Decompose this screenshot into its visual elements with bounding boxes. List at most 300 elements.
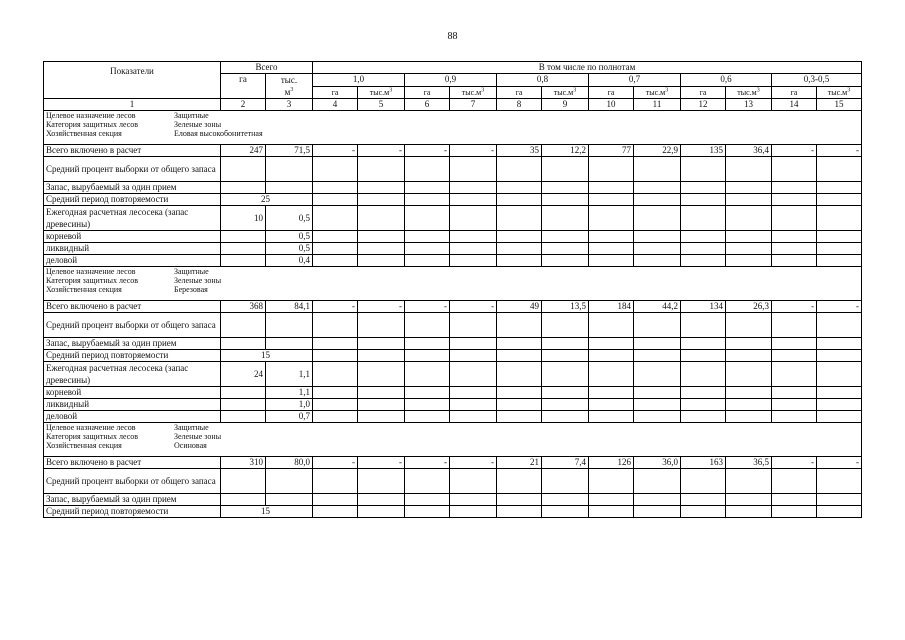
row-value [450, 362, 497, 387]
row-value [681, 338, 726, 350]
row-value: 12,2 [542, 145, 589, 157]
section-header [44, 267, 862, 301]
section-meta-label: Категория защитных лесов [46, 120, 139, 129]
row-value: - [450, 145, 497, 157]
row-value [405, 157, 450, 182]
row-value [589, 362, 634, 387]
row-value: 0,4 [266, 255, 313, 267]
row-value: 135 [681, 145, 726, 157]
row-value [817, 231, 862, 243]
row-value [358, 157, 405, 182]
row-value [634, 231, 681, 243]
row-value [681, 411, 726, 423]
empty-cell [772, 194, 817, 206]
row-value [681, 157, 726, 182]
row-value [726, 411, 772, 423]
row-value [634, 362, 681, 387]
row-value [634, 182, 681, 194]
column-number: 2 [221, 99, 266, 111]
table-row [44, 301, 862, 313]
row-value [221, 231, 266, 243]
row-value [589, 255, 634, 267]
column-number: 7 [450, 99, 497, 111]
row-value: - [358, 457, 405, 469]
row-value: 21 [497, 457, 542, 469]
section-meta-line [46, 423, 859, 432]
header-unit-ha: га [313, 86, 358, 99]
column-number: 12 [681, 99, 726, 111]
row-value: 126 [589, 457, 634, 469]
row-value [681, 469, 726, 494]
row-value [589, 243, 634, 255]
column-number: 15 [817, 99, 862, 111]
row-label: Ежегодная расчетная лесосека (запас древесины) [44, 362, 221, 387]
row-value: 184 [589, 301, 634, 313]
row-value: 1,0 [266, 399, 313, 411]
row-value [589, 338, 634, 350]
row-value [313, 411, 358, 423]
row-value [405, 494, 450, 506]
row-value [634, 411, 681, 423]
header-unit-ha: га [497, 86, 542, 99]
row-value [450, 494, 497, 506]
row-value [313, 469, 358, 494]
row-value: 15 [221, 506, 313, 518]
row-value: 10 [221, 206, 266, 231]
empty-cell [772, 506, 817, 518]
column-number: 9 [542, 99, 589, 111]
empty-cell [726, 506, 772, 518]
empty-cell [681, 194, 726, 206]
row-value [634, 255, 681, 267]
row-value [358, 255, 405, 267]
header-unit-m3: $тыс.м^3$ [542, 86, 589, 99]
row-value [358, 243, 405, 255]
row-value [817, 469, 862, 494]
section-meta-line [46, 432, 859, 441]
header-density: 1,0 [313, 74, 405, 87]
row-value: - [450, 301, 497, 313]
row-value [266, 338, 313, 350]
row-value [681, 313, 726, 338]
row-value [726, 338, 772, 350]
row-value [726, 206, 772, 231]
row-value [450, 387, 497, 399]
row-value [221, 399, 266, 411]
header-density: 0,9 [405, 74, 497, 87]
row-value [266, 494, 313, 506]
header-unit-ha: га [681, 86, 726, 99]
row-value [405, 399, 450, 411]
row-value [405, 411, 450, 423]
empty-cell [358, 506, 405, 518]
row-value [772, 399, 817, 411]
row-label: Средний период повторяемости [44, 350, 221, 362]
section-meta-line [46, 129, 859, 138]
row-value: 0,5 [266, 243, 313, 255]
row-value [681, 387, 726, 399]
row-value [497, 182, 542, 194]
row-value [772, 387, 817, 399]
row-value [358, 182, 405, 194]
row-value [313, 243, 358, 255]
empty-cell [681, 350, 726, 362]
row-value [221, 243, 266, 255]
row-value [450, 206, 497, 231]
table-row [44, 243, 862, 255]
row-value [817, 255, 862, 267]
header-unit-ha: га [589, 86, 634, 99]
row-value [450, 231, 497, 243]
row-label: Средний период повторяемости [44, 194, 221, 206]
row-value: - [358, 145, 405, 157]
row-label: Средний процент выборки от общего запаса [44, 469, 221, 494]
row-value [542, 243, 589, 255]
row-value [772, 411, 817, 423]
row-value: 80,0 [266, 457, 313, 469]
row-value [817, 399, 862, 411]
row-value: 24 [221, 362, 266, 387]
empty-cell [313, 194, 358, 206]
row-value: - [450, 457, 497, 469]
row-value: - [772, 301, 817, 313]
header-unit-m3: $тыс.м^3$ [726, 86, 772, 99]
empty-cell [405, 194, 450, 206]
header-unit-m3: $тыс.м^3$ [450, 86, 497, 99]
row-value [589, 399, 634, 411]
row-value: - [405, 145, 450, 157]
row-value [589, 157, 634, 182]
row-value [313, 255, 358, 267]
row-value [772, 469, 817, 494]
row-value [497, 157, 542, 182]
row-value [450, 157, 497, 182]
row-value [450, 469, 497, 494]
row-value [405, 243, 450, 255]
header-density: 0,8 [497, 74, 589, 87]
row-value: 0,5 [266, 206, 313, 231]
row-value [681, 206, 726, 231]
row-value [681, 399, 726, 411]
row-value [772, 362, 817, 387]
row-value [221, 182, 266, 194]
row-value [358, 387, 405, 399]
row-value [772, 182, 817, 194]
row-value: 13,5 [542, 301, 589, 313]
row-value: 71,5 [266, 145, 313, 157]
row-label: Всего включено в расчет [44, 457, 221, 469]
section-meta-label: Целевое назначение лесов [46, 423, 136, 432]
row-value [313, 182, 358, 194]
row-label: ликвидный [44, 243, 221, 255]
row-value: 0,5 [266, 231, 313, 243]
row-value: - [772, 457, 817, 469]
row-value [497, 313, 542, 338]
row-value [634, 243, 681, 255]
empty-cell [634, 194, 681, 206]
empty-cell [817, 194, 862, 206]
table-row [44, 399, 862, 411]
row-value: 49 [497, 301, 542, 313]
row-value [266, 469, 313, 494]
section-meta-label: Категория защитных лесов [46, 432, 139, 441]
row-value: - [358, 301, 405, 313]
row-value [817, 206, 862, 231]
row-value [634, 206, 681, 231]
row-value [313, 362, 358, 387]
empty-cell [542, 350, 589, 362]
row-value [497, 206, 542, 231]
row-value: - [817, 301, 862, 313]
row-value [542, 313, 589, 338]
row-value [726, 399, 772, 411]
row-value: 84,1 [266, 301, 313, 313]
row-value [405, 338, 450, 350]
row-value [266, 182, 313, 194]
row-value [681, 243, 726, 255]
row-value [542, 206, 589, 231]
row-value [405, 387, 450, 399]
row-value [358, 411, 405, 423]
row-value [358, 399, 405, 411]
row-label: Всего включено в расчет [44, 145, 221, 157]
row-value: 35 [497, 145, 542, 157]
section-meta-line [46, 285, 859, 294]
row-label: ликвидный [44, 399, 221, 411]
empty-cell [405, 350, 450, 362]
row-value: 36,5 [726, 457, 772, 469]
row-value [817, 411, 862, 423]
column-number: 1 [44, 99, 221, 111]
table-row [44, 194, 862, 206]
header-unit-ha: га [772, 86, 817, 99]
row-value [313, 157, 358, 182]
row-value [542, 338, 589, 350]
header-by-density: В том числе по полнотам [313, 62, 862, 74]
row-value [589, 494, 634, 506]
row-value [221, 494, 266, 506]
empty-cell [772, 350, 817, 362]
row-value [450, 243, 497, 255]
row-value: 247 [221, 145, 266, 157]
row-value [542, 399, 589, 411]
table-row [44, 206, 862, 231]
empty-cell [634, 350, 681, 362]
row-value [450, 255, 497, 267]
section-meta-value: Защитные [174, 423, 209, 432]
row-value: 44,2 [634, 301, 681, 313]
row-value [817, 182, 862, 194]
header-unit-m3: $тыс.м^3$ [634, 86, 681, 99]
table-row [44, 231, 862, 243]
row-value: - [772, 145, 817, 157]
section-header [44, 423, 862, 457]
row-value [634, 399, 681, 411]
section-meta-label: Целевое назначение лесов [46, 267, 136, 276]
table-row [44, 506, 862, 518]
row-value [221, 469, 266, 494]
row-value [450, 338, 497, 350]
row-value [313, 387, 358, 399]
row-value [497, 338, 542, 350]
column-number: 13 [726, 99, 772, 111]
row-value [405, 469, 450, 494]
row-value [542, 362, 589, 387]
row-label: Средний период повторяемости [44, 506, 221, 518]
empty-cell [589, 194, 634, 206]
row-value [589, 206, 634, 231]
row-value [772, 231, 817, 243]
row-value [726, 231, 772, 243]
empty-cell [634, 506, 681, 518]
column-number: 8 [497, 99, 542, 111]
row-value [726, 387, 772, 399]
row-label: Средний процент выборки от общего запаса [44, 313, 221, 338]
row-value: 26,3 [726, 301, 772, 313]
section-meta-line [46, 120, 859, 129]
row-value: 163 [681, 457, 726, 469]
row-value [313, 494, 358, 506]
row-value: - [405, 301, 450, 313]
section-meta-label: Целевое назначение лесов [46, 111, 136, 120]
column-number: 6 [405, 99, 450, 111]
section-meta-line [46, 267, 859, 276]
row-value [405, 231, 450, 243]
row-value [221, 387, 266, 399]
row-value [589, 313, 634, 338]
row-value [589, 387, 634, 399]
page-number: 88 [447, 31, 458, 42]
row-value: 134 [681, 301, 726, 313]
row-value: - [313, 145, 358, 157]
row-label: Ежегодная расчетная лесосека (запас древесины) [44, 206, 221, 231]
header-unit-ha: га [405, 86, 450, 99]
empty-cell [589, 350, 634, 362]
empty-cell [726, 194, 772, 206]
row-value [589, 411, 634, 423]
row-label: Всего включено в расчет [44, 301, 221, 313]
empty-cell [358, 194, 405, 206]
header-density: 0,6 [681, 74, 772, 87]
empty-cell [497, 350, 542, 362]
row-value [772, 338, 817, 350]
column-number: 11 [634, 99, 681, 111]
empty-cell [589, 506, 634, 518]
row-value [358, 206, 405, 231]
header-density: 0,7 [589, 74, 681, 87]
row-value [817, 362, 862, 387]
row-value [405, 313, 450, 338]
section-meta-value: Березовая [174, 285, 208, 294]
table-row [44, 157, 862, 182]
row-value: 368 [221, 301, 266, 313]
row-value [542, 255, 589, 267]
column-number: 14 [772, 99, 817, 111]
section-meta-line [46, 441, 859, 450]
row-value [497, 399, 542, 411]
row-value [634, 469, 681, 494]
section-meta-label: Хозяйственная секция [46, 285, 122, 294]
row-value [772, 243, 817, 255]
empty-cell [817, 506, 862, 518]
row-value [405, 362, 450, 387]
row-value [726, 255, 772, 267]
row-value [726, 469, 772, 494]
row-value [589, 231, 634, 243]
section-meta-line [46, 276, 859, 285]
column-number: 4 [313, 99, 358, 111]
row-value [497, 469, 542, 494]
row-value: - [313, 301, 358, 313]
row-value [358, 362, 405, 387]
row-value [726, 494, 772, 506]
row-label: Запас, вырубаемый за один прием [44, 182, 221, 194]
row-value [817, 387, 862, 399]
row-value [405, 182, 450, 194]
row-value [450, 182, 497, 194]
empty-cell [497, 506, 542, 518]
column-number: 5 [358, 99, 405, 111]
column-number: 10 [589, 99, 634, 111]
row-value [817, 338, 862, 350]
section-meta-label: Хозяйственная секция [46, 129, 122, 138]
row-value [405, 206, 450, 231]
table-row [44, 469, 862, 494]
table-row [44, 255, 862, 267]
row-value [542, 157, 589, 182]
row-value [542, 182, 589, 194]
row-value [358, 313, 405, 338]
row-value [497, 494, 542, 506]
row-value [726, 243, 772, 255]
row-value [817, 157, 862, 182]
row-label: Запас, вырубаемый за один прием [44, 338, 221, 350]
row-value [726, 157, 772, 182]
row-value [497, 362, 542, 387]
row-value: 1,1 [266, 387, 313, 399]
row-value [313, 231, 358, 243]
row-value: - [817, 145, 862, 157]
header-total: Всего [221, 62, 313, 74]
empty-cell [450, 194, 497, 206]
row-value: - [817, 457, 862, 469]
row-value [542, 494, 589, 506]
row-value: 25 [221, 194, 313, 206]
row-value [497, 387, 542, 399]
section-meta-value: Осиновая [174, 441, 207, 450]
row-value [313, 206, 358, 231]
row-label: деловой [44, 255, 221, 267]
row-value [681, 255, 726, 267]
row-value [497, 243, 542, 255]
header-total-m3: тыс. $м^3$ [266, 74, 313, 99]
row-value [589, 469, 634, 494]
table-row [44, 494, 862, 506]
row-value [634, 157, 681, 182]
row-value: 1,1 [266, 362, 313, 387]
row-value [450, 411, 497, 423]
row-value [358, 231, 405, 243]
empty-cell [313, 350, 358, 362]
table-row [44, 182, 862, 194]
empty-cell [681, 506, 726, 518]
table-row [44, 313, 862, 338]
row-value [313, 338, 358, 350]
empty-cell [497, 194, 542, 206]
section-meta-label: Хозяйственная секция [46, 441, 122, 450]
empty-cell [450, 350, 497, 362]
header-unit-m3: $тыс.м^3$ [817, 86, 862, 99]
